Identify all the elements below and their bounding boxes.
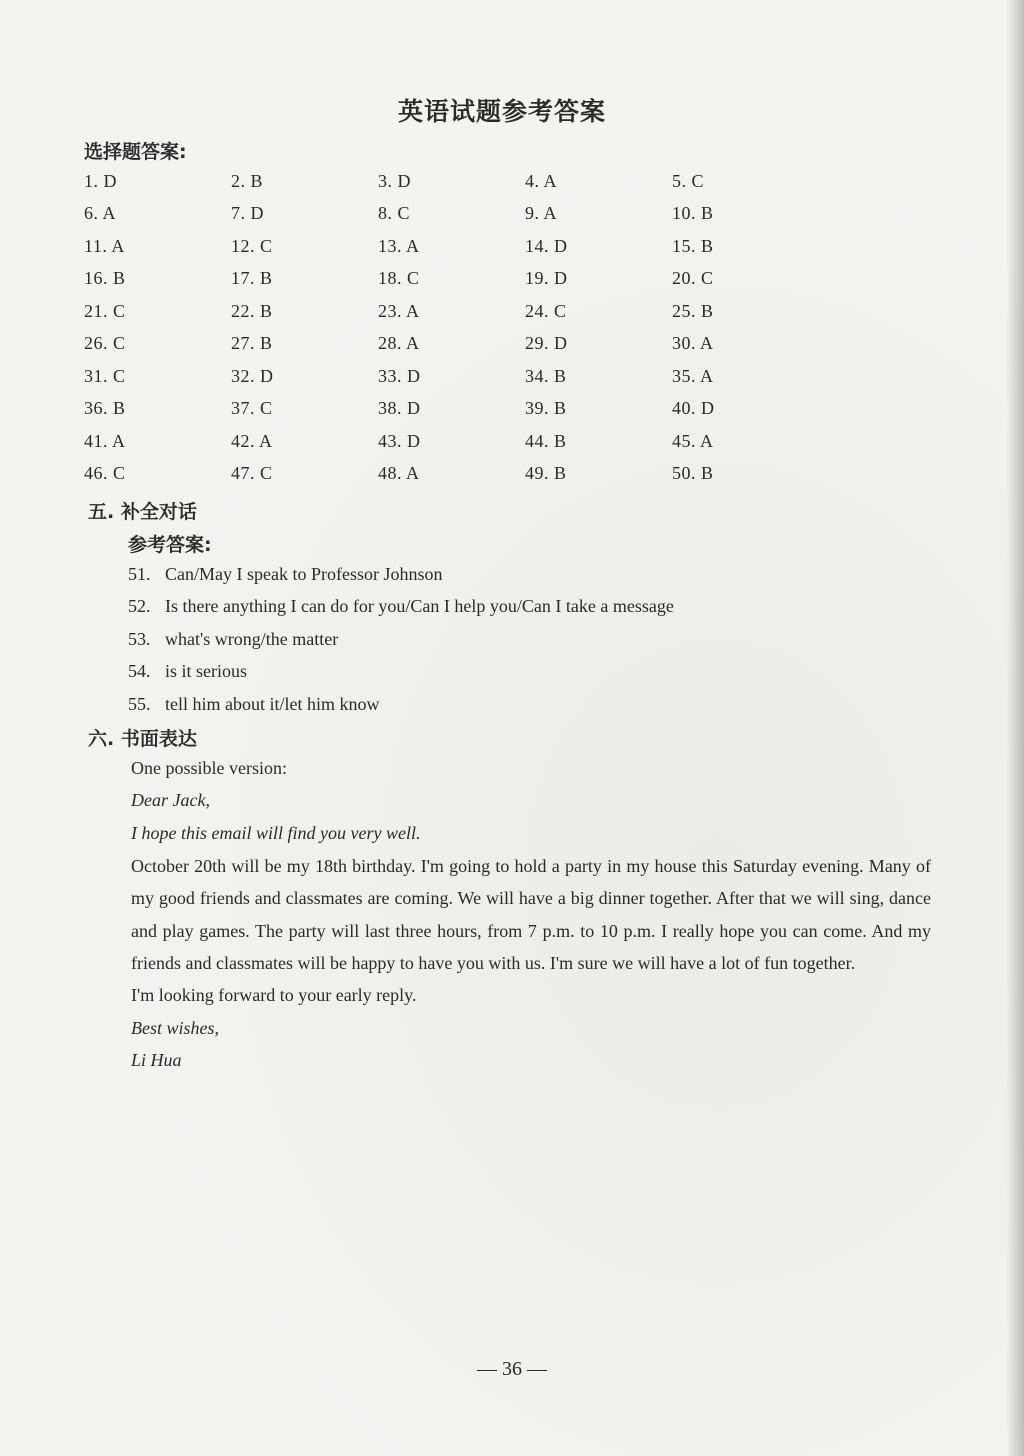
list-item [128,623,674,656]
answer-cell: 25. B [672,300,714,321]
writing-section-label: 六. 书面表达 [88,728,197,750]
answer-cell: 16. B [84,268,126,289]
answer-cell: 46. C [84,463,126,484]
answer-cell: 12. C [231,235,273,256]
answer-cell: 39. B [525,398,567,419]
answer-row [84,295,844,328]
list-item [128,558,674,591]
answer-cell: 50. B [672,463,714,484]
scan-edge-shadow [1006,0,1024,1456]
item-text: Can/May I speak to Professor Johnson [165,563,443,584]
answer-cell: 19. D [525,268,568,289]
list-item [128,591,674,624]
answer-row [84,360,844,393]
essay-opening: I hope this email will find you very well. [131,822,421,843]
answer-cell: 10. B [672,203,714,224]
answer-cell: 4. A [525,170,558,191]
answer-cell: 1. D [84,170,117,191]
answer-cell: 15. B [672,235,714,256]
answer-cell: 13. A [378,235,420,256]
essay-sign-off: Best wishes, [131,1017,219,1038]
answer-cell: 38. D [378,398,421,419]
answer-cell: 41. A [84,430,126,451]
answer-cell: 22. B [231,300,273,321]
item-text: what's wrong/the matter [165,628,339,649]
answer-cell: 3. D [378,170,411,191]
answer-row [84,230,844,263]
answer-cell: 31. C [84,365,126,386]
answer-cell: 43. D [378,430,421,451]
answer-cell: 5. C [672,170,705,191]
answer-cell: 33. D [378,365,421,386]
answer-cell: 30. A [672,333,714,354]
answer-cell: 44. B [525,430,567,451]
answer-row [84,393,844,426]
answer-cell: 28. A [378,333,420,354]
item-text: is it serious [165,661,248,682]
item-number: 54. [128,661,151,682]
answer-cell: 36. B [84,398,126,419]
answer-row [84,458,844,491]
answer-cell: 20. C [672,268,714,289]
answer-cell: 6. A [84,203,117,224]
choice-section-label: 选择题答案: [84,141,187,163]
essay-closing-line: I'm looking forward to your early reply. [131,985,417,1006]
answer-cell: 40. D [672,398,715,419]
answer-cell: 42. A [231,430,273,451]
page-title: 英语试题参考答案 [397,97,606,126]
dialogue-answer-label: 参考答案: [128,534,212,556]
dialogue-answer-list [128,558,674,721]
answer-row [84,425,844,458]
answer-cell: 34. B [525,365,567,386]
answer-cell: 35. A [672,365,714,386]
answer-row [84,198,844,231]
answer-cell: 14. D [525,235,568,256]
essay-intro: One possible version: [131,757,287,778]
answer-cell: 48. A [378,463,420,484]
item-number: 55. [128,693,151,714]
item-number: 53. [128,628,151,649]
answer-cell: 21. C [84,300,126,321]
answer-cell: 37. C [231,398,273,419]
choice-answer-grid [84,165,844,490]
answer-cell: 9. A [525,203,558,224]
answer-cell: 26. C [84,333,126,354]
list-item [128,656,674,689]
answer-cell: 24. C [525,300,567,321]
answer-row [84,165,844,198]
essay-greeting: Dear Jack, [131,790,210,811]
answer-cell: 2. B [231,170,264,191]
answer-cell: 45. A [672,430,714,451]
dialogue-section-label: 五. 补全对话 [88,501,197,523]
item-text: tell him about it/let him know [165,693,380,714]
answer-cell: 47. C [231,463,273,484]
answer-cell: 49. B [525,463,567,484]
list-item [128,688,674,721]
item-text: Is there anything I can do for you/Can I help you/Can I take a message [165,596,674,617]
answer-cell: 7. D [231,203,264,224]
answer-cell: 29. D [525,333,568,354]
answer-row [84,263,844,296]
essay-body: October 20th will be my 18th birthday. I'm going to hold a party in my house this Saturday evening. Many of my good friends and classmates are coming. We will have a big dinner together. After that we will sing, dance and play games. The party will last three hours, from 7 p.m. to 10 p.m. I really hope you can come. And my friends and classmates will be happy to have you with us. I'm sure we will have a lot of fun together. [131,855,931,973]
sample-essay [131,752,931,1077]
answer-cell: 11. A [84,235,125,256]
answer-cell: 32. D [231,365,274,386]
item-number: 52. [128,596,151,617]
answer-cell: 17. B [231,268,273,289]
page-number: — 36 — [477,1358,547,1380]
item-number: 51. [128,563,151,584]
answer-row [84,328,844,361]
answer-cell: 23. A [378,300,420,321]
answer-cell: 27. B [231,333,273,354]
answer-cell: 18. C [378,268,420,289]
essay-signature: Li Hua [131,1050,182,1071]
answer-cell: 8. C [378,203,411,224]
